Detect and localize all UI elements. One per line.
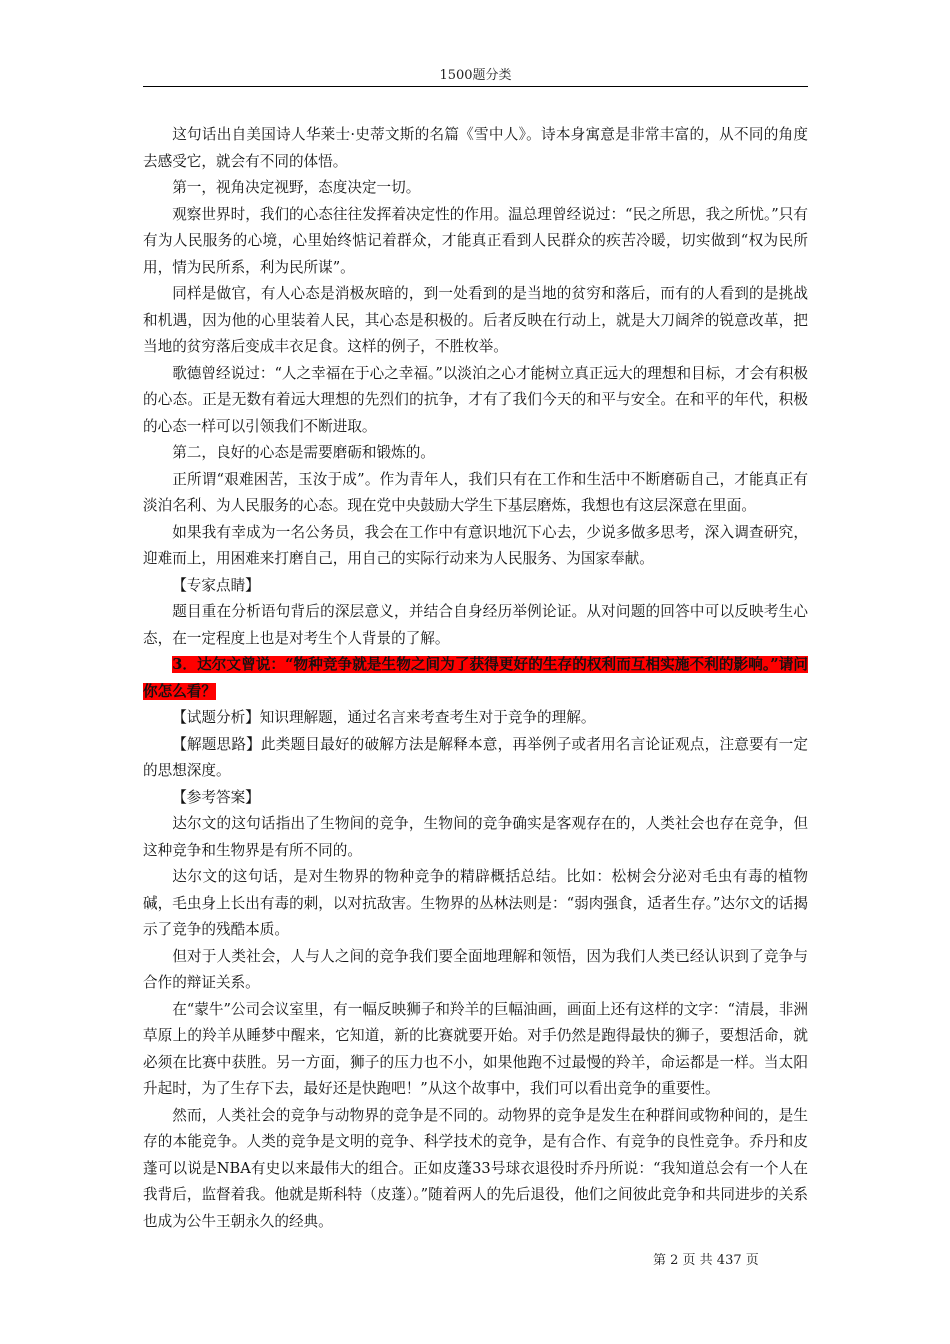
paragraph: 【试题分析】知识理解题，通过名言来考查考生对于竞争的理解。 bbox=[172, 709, 596, 726]
section-label: 【参考答案】 bbox=[172, 788, 260, 806]
question-heading bbox=[143, 652, 808, 705]
paragraph: 观察世界时，我们的心态往往发挥着决定性的作用。温总理曾经说过：“民之所思，我之所忧。”只有有为人民服务的心境，心里始终惦记着群众，才能真正看到人民群众的疾苦冷暖，切实做到“权为民所用，情为民所系，利为民所谋”。 bbox=[143, 205, 808, 276]
page-header: 1500题分类 bbox=[439, 68, 512, 83]
paragraph: 题目重在分析语句背后的深层意义，并结合自身经历举例论证。从对问题的回答中可以反映考生心态，在一定程度上也是对考生个人背景的了解。 bbox=[143, 603, 808, 647]
paragraph: 如果我有幸成为一名公务员，我会在工作中有意识地沉下心去，少说多做多思考，深入调查研究，迎难而上，用困难来打磨自己，用自己的实际行动来为人民服务、为国家奉献。 bbox=[143, 523, 808, 567]
paragraph: 歌德曾经说过：“人之幸福在于心之幸福。”以淡泊之心才能树立真正远大的理想和目标，才会有积极的心态。正是无数有着远大理想的先烈们的抗争，才有了我们今天的和平与安全。在和平的年代，积极的心态一样可以引领我们不断进取。 bbox=[143, 364, 808, 435]
paragraph: 正所谓“艰难困苦，玉汝于成”。作为青年人，我们只有在工作和生活中不断磨砺自己，才能真正有淡泊名利、为人民服务的心态。现在党中央鼓励大学生下基层磨炼，我想也有这层深意在里面。 bbox=[143, 470, 808, 514]
paragraph: 同样是做官，有人心态是消极灰暗的，到一处看到的是当地的贫穷和落后，而有的人看到的是挑战和机遇，因为他的心里装着人民，其心态是积极的。后者反映在行动上，就是大刀阔斧的锐意改革，把当地的贫穷落后变成丰衣足食。这样的例子，不胜枚举。 bbox=[143, 285, 808, 355]
paragraph: 【解题思路】此类题目最好的破解方法是解释本意，再举例子或者用名言论证观点，注意要有一定的思想深度。 bbox=[143, 735, 808, 779]
header-divider bbox=[143, 86, 808, 87]
paragraph: 这句话出自美国诗人华莱士·史蒂文斯的名篇《雪中人》。诗本身寓意是非常丰富的，从不同的角度去感受它，就会有不同的体悟。 bbox=[143, 126, 808, 170]
paragraph: 然而，人类社会的竞争与动物界的竞争是不同的。动物界的竞争是发生在种群间或物种间的，是生存的本能竞争。人类的竞争是文明的竞争、科学技术的竞争，是有合作、有竞争的良性竞争。乔丹和皮蓬可以说是NBA有史以来最伟大的组合。正如皮蓬33号球衣退役时乔丹所说：“我知道总会有一个人在我背后，监督着我。他就是斯科特（皮蓬）。”随着两人的先后退役，他们之间彼此竞争和共同进步的关系也成为公牛王朝永久的经典。 bbox=[143, 1106, 808, 1230]
section-label: 【专家点睛】 bbox=[172, 576, 260, 594]
document-body bbox=[143, 122, 808, 1235]
paragraph: 第二，良好的心态是需要磨砺和锻炼的。 bbox=[172, 444, 435, 461]
paragraph: 达尔文的这句话，是对生物界的物种竞争的精辟概括总结。比如：松树会分泌对毛虫有毒的植物碱，毛虫身上长出有毒的刺，以对抗敌害。生物界的丛林法则是：“弱肉强食，适者生存。”达尔文的话揭示了竞争的残酷本质。 bbox=[143, 868, 808, 938]
page-number: 第 2 页 共 437 页 bbox=[653, 1253, 759, 1268]
question-highlight: 3．达尔文曾说：“物种竞争就是生物之间为了获得更好的生存的权利而互相实施不利的影响。”请问你怎么看？ bbox=[143, 656, 808, 700]
paragraph: 但对于人类社会，人与人之间的竞争我们要全面地理解和领悟，因为我们人类已经认识到了竞争与合作的辩证关系。 bbox=[143, 947, 808, 991]
paragraph: 在“蒙牛”公司会议室里，有一幅反映狮子和羚羊的巨幅油画，画面上还有这样的文字：“清晨，非洲草原上的羚羊从睡梦中醒来，它知道，新的比赛就要开始。对手仍然是跑得最快的狮子，要想活命，就必须在比赛中获胜。另一方面，狮子的压力也不小，如果他跑不过最慢的羚羊，命运都是一样。当太阳升起时，为了生存下去，最好还是快跑吧！”从这个故事中，我们可以看出竞争的重要性。 bbox=[143, 1000, 808, 1097]
paragraph: 达尔文的这句话指出了生物间的竞争，生物间的竞争确实是客观存在的，人类社会也存在竞争，但这种竞争和生物界是有所不同的。 bbox=[143, 815, 808, 859]
paragraph: 第一，视角决定视野，态度决定一切。 bbox=[172, 179, 421, 196]
